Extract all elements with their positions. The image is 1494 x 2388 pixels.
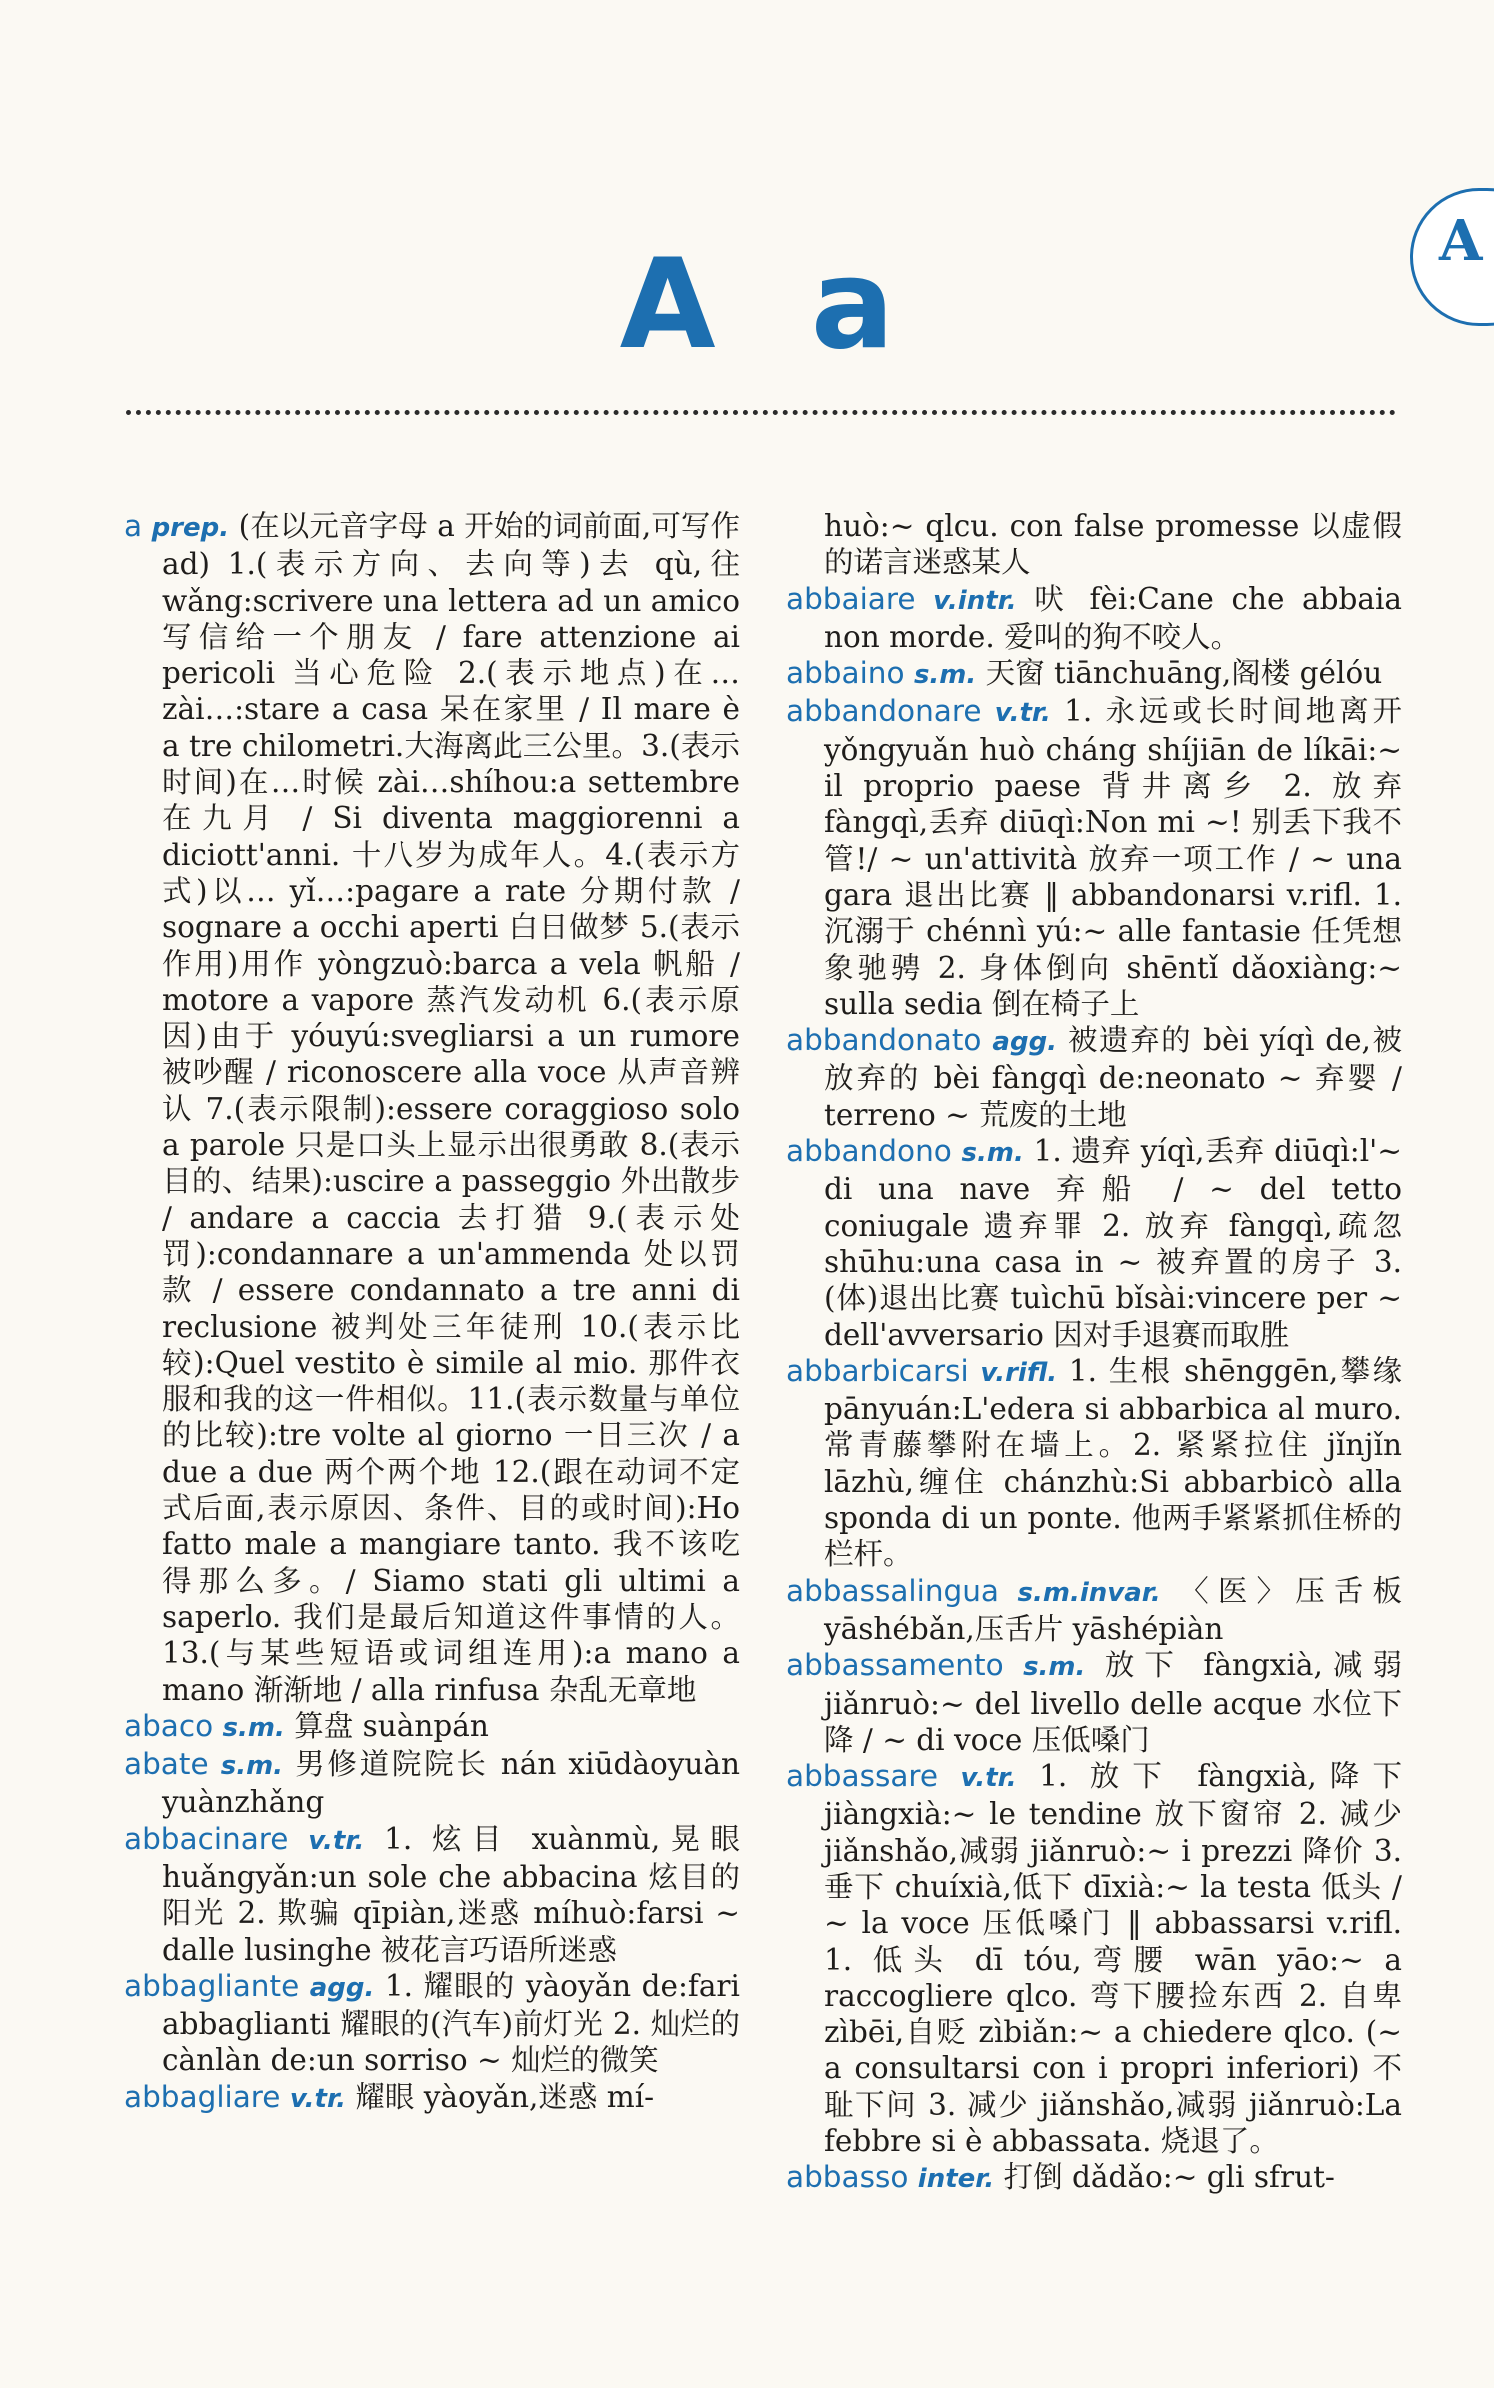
dotted-divider [126,410,1396,415]
entry-abate [124,1746,740,1821]
headword: abbandonato [786,1023,982,1058]
definition: (在以元音字母 a 开始的词前面,可写作 ad) 1.(表示方向、去向等)去 qù,往 wǎng:scrivere una lettera ad un amico 写信给一个朋友 / fare attenzione ai pericoli 当心危险 2.(表示地点)在… zài…:stare a casa 呆在家里 / Il mare è a tre chilometri.大海离此三公里。3.(表示时间)在…时候 zài…shíhou:a settembre 在九月 / Si diventa maggiorenni a diciott'anni. 十八岁为成年人。4.(表示方式)以… yǐ…:pagare a rate 分期付款 / sognare a occhi aperti 白日做梦 5.(表示作用)用作 yòngzuò:barca a vela 帆船 / motore a vapore 蒸汽发动机 6.(表示原因)由于 yóuyú:svegliarsi a un rumore 被吵醒 / riconoscere alla voce 从声音辨认 7.(表示限制):essere coraggioso solo a parole 只是口头上显示出很勇敢 8.(表示目的、结果):uscire a passeggio 外出散步 / andare a caccia 去打猎 9.(表示处罚):condannare a un'ammenda 处以罚款 / essere condannato a tre anni di reclusione 被判处三年徒刑 10.(表示比较):Quel vestito è simile al mio. 那件衣服和我的这一件相似。11.(表示数量与单位的比较):tre volte al giorno 一日三次 / a due a due 两个两个地 12.(跟在动词不定式后面,表示原因、条件、目的或时间):Ho fatto male a mangiare tanto. 我不该吃得那么多。/ Siamo stati gli ultimi a saperlo. 我们是最后知道这件事情的人。13.(与某些短语或词组连用):a mano a mano 渐渐地 / alla rinfusa 杂乱无章地 [162,509,740,1707]
part-of-speech: v.rifl. [980,1357,1058,1388]
part-of-speech: agg. [992,1027,1058,1058]
definition: 1. 生根 shēnggēn,攀缘 pānyuán:L'edera si abbarbica al muro. 常青藤攀附在墙上。2. 紧紧拉住 jǐnjǐn lāzhù,缠住 chánzhù:Si abbarbicò alla sponda di un ponte. 他两手紧紧抓住桥的栏杆。 [824,1353,1402,1572]
definition: 天窗 tiānchuāng,阁楼 gélóu [985,656,1383,691]
headword: abbandono [786,1134,952,1169]
definition: 〈医〉压舌板 yāshébǎn,压舌片 yāshépiàn [824,1573,1402,1646]
entry-abbaino [786,655,1402,693]
headword: abbassalingua [786,1573,1000,1608]
letter-thumb-tab [1410,188,1494,326]
definition: 1. 炫目 xuànmù,晃眼 huǎngyǎn:un sole che abbacina 炫目的阳光 2. 欺骗 qīpiàn,迷惑 míhuò:farsi ~ dalle lusinghe 被花言巧语所迷惑 [162,1821,740,1967]
headword: abbasso [786,2160,909,2195]
right-column [786,508,1402,2198]
headword: a [124,509,143,543]
definition: 算盘 suànpán [294,1708,489,1743]
definition: 1. 耀眼的 yàoyǎn de:fari abbaglianti 耀眼的(汽车)前灯光 2. 灿烂的 cànlàn de:un sorriso ~ 灿烂的微笑 [162,1968,740,2078]
headword: abbaino [786,656,905,691]
headword: abbassamento [786,1648,1004,1683]
headword: abbacinare [124,1821,289,1856]
entry-abbandonare [786,693,1402,1022]
part-of-speech: s.m.invar. [1017,1577,1161,1608]
left-column [124,508,740,2117]
headword: abbaiare [786,581,916,616]
entry-abaco [124,1708,740,1746]
entry-abbassalingua [786,1573,1402,1648]
entry-abbasso [786,2159,1402,2197]
headword: abbandonare [786,694,982,729]
part-of-speech: v.tr. [289,2083,346,2114]
entry-abbandono [786,1133,1402,1353]
headword: abaco [124,1708,214,1743]
entry-a [124,508,740,1708]
headword: abbagliante [124,1968,300,2003]
headword: abbassare [786,1759,939,1794]
part-of-speech: v.intr. [933,585,1017,616]
entry-abbassare [786,1758,1402,2159]
part-of-speech: prep. [151,513,230,543]
definition: 放下 fàngxià,减弱 jiǎnruò:~ del livello delle acque 水位下降 / ~ di voce 压低嗓门 [824,1648,1402,1757]
definition: 1. 遗弃 yíqì,丢弃 diūqì:l'~ di una nave 弃船 / ~ del tetto coniugale 遗弃罪 2. 放弃 fàngqì,疏忽 shūhu:una casa in ~ 被弃置的房子 3.(体)退出比赛 tuìchū bǐsài:vincere per ~ dell'avversario 因对手退赛而取胜 [824,1134,1402,1352]
part-of-speech: inter. [917,2164,995,2195]
definition: 1. 放下 fàngxià,降下 jiàngxià:~ le tendine 放下窗帘 2. 减少 jiǎnshǎo,减弱 jiǎnruò:~ i prezzi 降价 3. 垂下 chuíxià,低下 dīxià:~ la testa 低头 / ~ la voce 压低嗓门 ‖ abbassarsi v.rifl. 1. 低头 dī tóu,弯腰 wān yāo:~ a raccogliere qlco. 弯下腰捡东西 2. 自卑 zìbēi,自贬 zìbiǎn:~ a chiedere qlco. (~ a consultarsi con i propri inferiori) 不耻下问 3. 减少 jiǎnshǎo,减弱 jiǎnruò:La febbre si è abbassata. 烧退了。 [824,1759,1402,2159]
part-of-speech: v.tr. [994,698,1051,729]
definition: 被遗弃的 bèi yíqì de,被放弃的 bèi fàngqì de:neonato ~ 弃婴 / terreno ~ 荒废的土地 [824,1023,1402,1132]
entry-abbassamento [786,1647,1402,1758]
definition: 男修道院院长 nán xiūdàoyuàn yuànzhǎng [162,1747,740,1820]
entry-abbaiare [786,581,1402,656]
part-of-speech: agg. [309,1972,375,2003]
definition: 打倒 dǎdǎo:~ gli sfrut- [1003,2160,1335,2195]
thumb-tab-letter: A [1439,208,1483,274]
definition: 耀眼 yàoyǎn,迷惑 mí- [355,2079,655,2114]
part-of-speech: s.m. [220,1751,284,1782]
entry-abbacinare [124,1821,740,1968]
part-of-speech: v.tr. [960,1763,1017,1794]
entry-abbagliare [124,2079,740,2117]
definition: 1. 永远或长时间地离开 yǒngyuǎn huò cháng shíjiān de líkāi:~ il proprio paese 背井离乡 2. 放弃 fàngqì,丢弃 diūqì:Non mi ~! 别丢下我不管!/ ~ un'attività 放弃一项工作 / ~ una gara 退出比赛 ‖ abbandonarsi v.rifl. 1. 沉溺于 chénnì yú:~ alle fantasie 任凭想象驰骋 2. 身体倒向 shēntǐ dǎoxiàng:~ sulla sedia 倒在椅子上 [824,694,1402,1021]
entry-continuation [786,508,1402,581]
definition: huò:~ qlcu. con false promesse 以虚假的诺言迷惑某人 [824,509,1402,580]
part-of-speech: s.m. [1023,1652,1086,1683]
part-of-speech: s.m. [222,1712,285,1743]
entry-abbarbicarsi [786,1353,1402,1573]
definition: 吠 fèi:Cane che abbaia non morde. 爱叫的狗不咬人。 [824,581,1402,654]
entry-abbandonato [786,1022,1402,1133]
headword: abbarbicarsi [786,1353,969,1388]
section-title: A a [619,233,921,377]
entry-abbagliante [124,1968,740,2079]
part-of-speech: s.m. [961,1138,1024,1169]
part-of-speech: s.m. [913,660,977,691]
headword: abbagliare [124,2079,281,2114]
part-of-speech: v.tr. [308,1825,365,1856]
headword: abate [124,1747,209,1782]
